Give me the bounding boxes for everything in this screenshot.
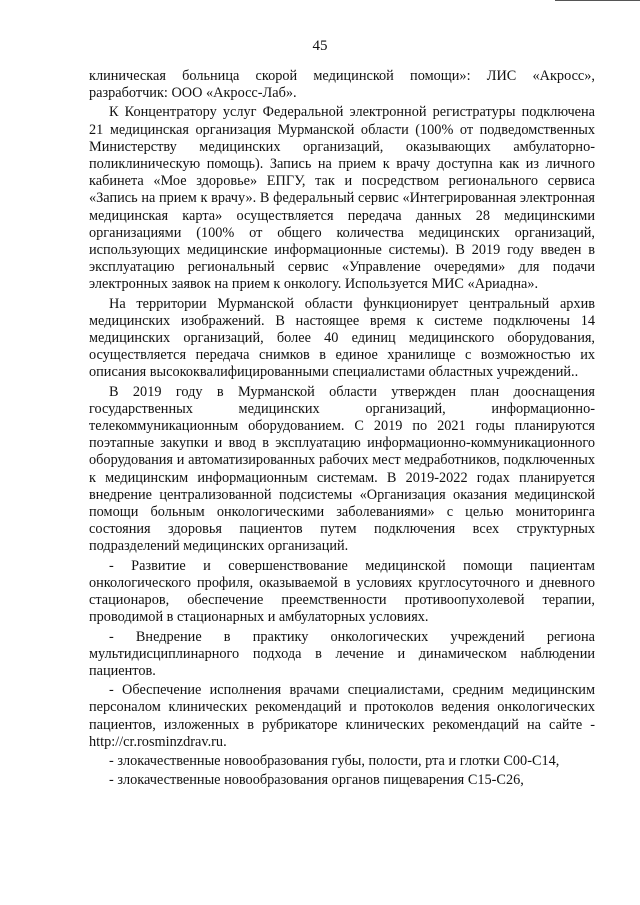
paragraph: На территории Мурманской области функционирует центральный архив медицинских изображений. В настоящее время к системе подключены 14 медицинских организаций, более 40 единиц медицинского оборудования, осуществляется передача снимков в единое хранилище с возможностью их описания высококвалифицированными специалистами областных учреждений.. <box>89 295 595 381</box>
page-body <box>89 68 595 789</box>
list-item: - Обеспечение исполнения врачами специалистами, средним медицинским персоналом клинических рекомендаций и протоколов ведения онкологических пациентов, изложенных в рубрикаторе клинических рекомендаций на сайте -http://cr.rosminzdrav.ru. <box>89 682 595 750</box>
list-item: - Развитие и совершенствование медицинской помощи пациентам онкологического профиля, оказываемой в условиях круглосуточного и дневного стационаров, обеспечение преемственности противоопухолевой терапии, проводимой в стационарных и амбулаторных условиях. <box>89 557 595 626</box>
paragraph: К Концентратору услуг Федеральной электронной регистратуры подключена 21 медицинская организация Мурманской области (100% от подведомственных Министерству медицинских организаций, оказывающих амбулаторно-поликлиническую помощь). Запись на прием к врачу доступна как из личного кабинета «Мое здоровье» ЕПГУ, так и посредством регионального сервиса «Запись на прием к врачу». В федеральный сервис «Интегрированная электронная медицинская карта» осуществляется передача данных 28 медицинскими организациями (100% от общего количества медицинских организаций, использующих медицинские информационные системы). В 2019 году введен в эксплуатацию региональный сервис «Управление очередями» для подачи электронных заявок на прием к онкологу. Используется МИС «Ариадна». <box>89 104 595 293</box>
list-item: - Внедрение в практику онкологических учреждений региона мультидисциплинарного подхода в лечение и динамическом наблюдении пациентов. <box>89 628 595 679</box>
list-item: - злокачественные новообразования органов пищеварения С15-С26, <box>109 772 524 789</box>
paragraph: клиническая больница скорой медицинской помощи»: ЛИС «Акросс», разработчик: ООО «Акросс-Лаб». <box>89 68 595 102</box>
top-rule <box>555 0 640 1</box>
paragraph: В 2019 году в Мурманской области утвержден план дооснащения государственных медицинских организаций, информационно-телекоммуникационным оборудованием. С 2019 по 2021 годы планируются поэтапные закупки и ввод в эксплуатацию информационно-коммуникационного оборудования и автоматизированных рабочих мест медработников, подключенных к медицинским информационным системам. В 2019-2022 годах планируется внедрение централизованной подсистемы «Организация оказания медицинской помощи больным онкологическими заболеваниями» с целью мониторинга состояния здоровья пациентов путем подключения всех структурных подразделений медицинских организаций. <box>89 383 595 555</box>
list-item: - злокачественные новообразования губы, полости, рта и глотки С00-С14, <box>109 752 560 769</box>
page-number: 45 <box>312 38 328 54</box>
